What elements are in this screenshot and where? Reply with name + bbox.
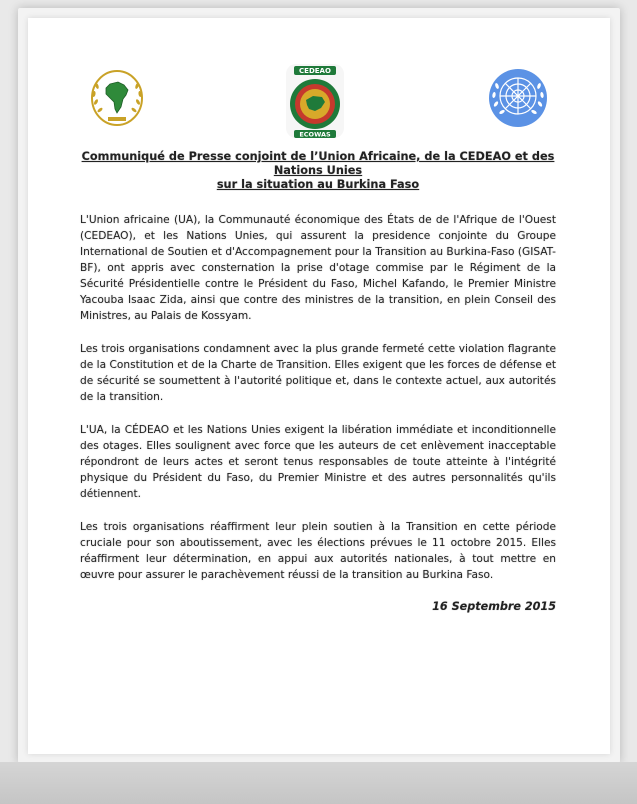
communique-body: [80, 150, 556, 614]
african-union-emblem-icon: [88, 68, 146, 132]
title-line-1: Communiqué de Presse conjoint de l’Union Africaine, de la CEDEAO et des Nations Unies: [81, 150, 555, 177]
communique-title: [80, 150, 556, 192]
united-nations-emblem-icon: [484, 66, 552, 136]
ecowas-top-label: CEDEAO: [299, 67, 331, 75]
bottom-strip: [0, 762, 637, 804]
document-page: [28, 18, 610, 754]
ecowas-emblem-icon: [280, 62, 350, 146]
paragraph-3: L'UA, la CÉDEAO et les Nations Unies exigent la libération immédiate et inconditionnelle des otages. Elles soulignent avec force que les auteurs de cet enlèvement inacceptable répondront de leurs actes et seront tenus responsables de toute atteinte à l'intégrité physique du Président du Faso, du Premier Ministre et des autres personnalités qu'ils détiennent.: [80, 424, 556, 500]
paragraph-1: L'Union africaine (UA), la Communauté économique des États de de l'Afrique de l'Ouest (CEDEAO), et les Nations Unies, qui assurent la presidence conjointe du Groupe International de Soutien et d'Accompagnement pour la Transition au Burkina-Faso (GISAT-BF), ont appris avec consternation la prise d'otage commise par le Régiment de la Sécurité Présidentielle contre le Président du Faso, Michel Kafando, le Premier Ministre Yacouba Isaac Zida, ainsi que contre des ministres de la transition, en plein Conseil des Ministres, au Palais de Kossyam.: [80, 214, 556, 322]
paragraph-2: Les trois organisations condamnent avec la plus grande fermeté cette violation flagrante de la Constitution et de la Charte de Transition. Elles exigent que les forces de défense et de sécurité se soumettent à l'autorité politique et, dans le contexte actuel, aux autorités de la transition.: [80, 343, 556, 403]
ecowas-bottom-label: ECOWAS: [299, 130, 331, 139]
title-line-2: sur la situation au Burkina Faso: [216, 178, 420, 191]
communique-date: 16 Septembre 2015: [432, 600, 556, 613]
paragraph-4: Les trois organisations réaffirment leur plein soutien à la Transition en cette période cruciale pour son aboutissement, avec les élections prévues le 11 octobre 2015. Elles réaffirment leur détermination, en appui aux autorités nationales, à tout mettre en œuvre pour assurer le parachèvement réussi de la transition au Burkina Faso.: [80, 521, 556, 581]
